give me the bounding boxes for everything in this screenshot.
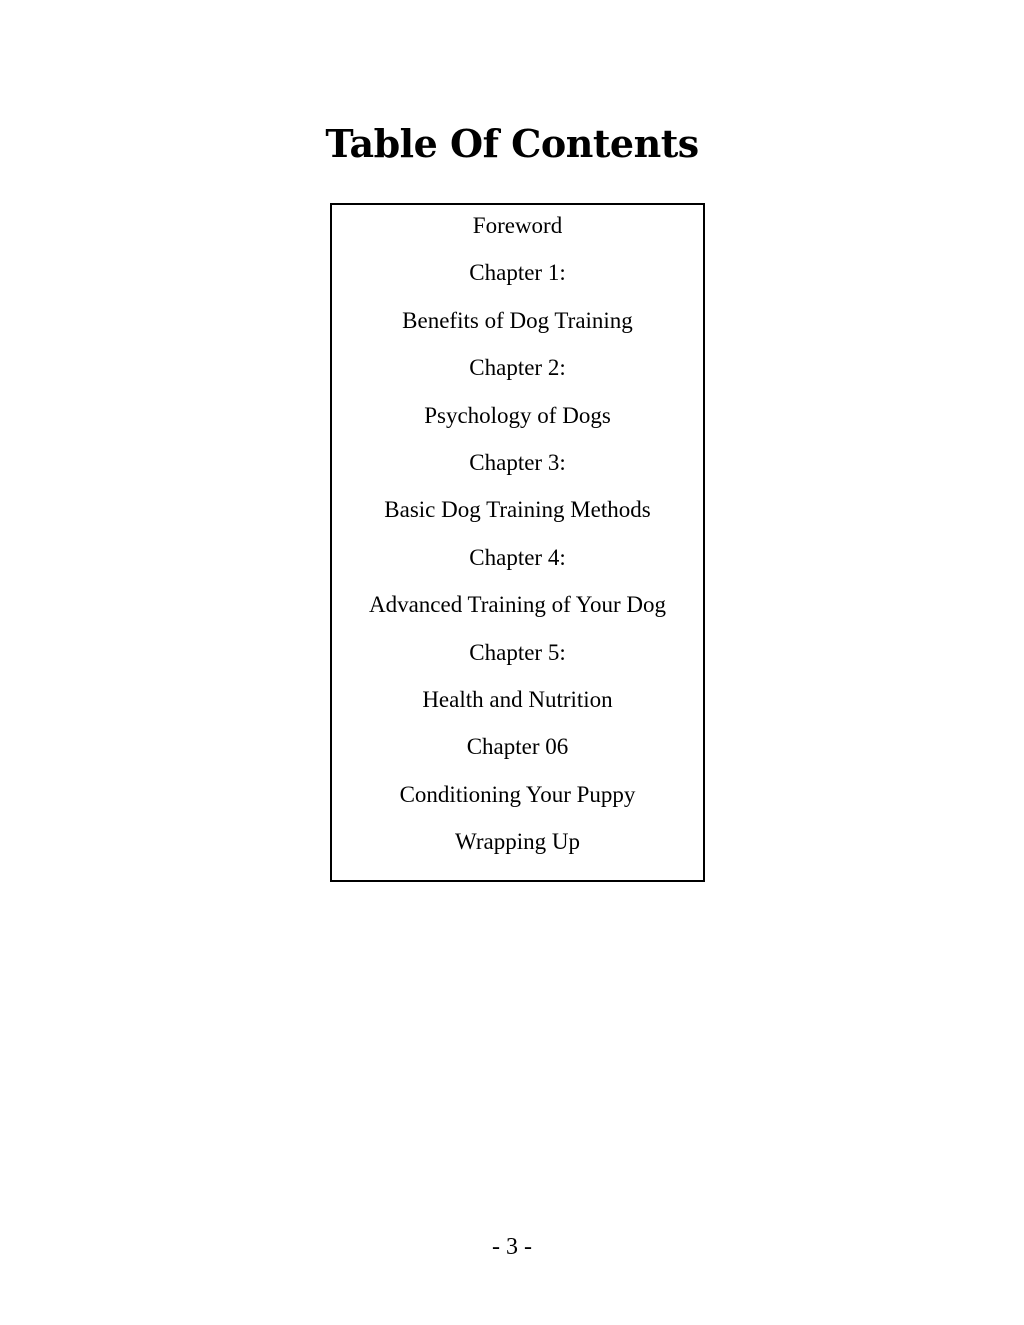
toc-item-chapter-2[interactable]: Chapter 2: xyxy=(469,355,566,381)
toc-item-chapter-06[interactable]: Chapter 06 xyxy=(466,734,569,760)
page-number: - 3 - xyxy=(492,1234,532,1260)
page-title: Table Of Contents xyxy=(325,121,699,166)
toc-item-health-and-nutrition[interactable]: Health and Nutrition xyxy=(422,686,613,712)
toc-item-conditioning-your-puppy[interactable]: Conditioning Your Puppy xyxy=(399,781,636,807)
toc-item-benefits-of-dog-training[interactable]: Benefits of Dog Training xyxy=(402,307,633,333)
toc-item-basic-dog-training-methods[interactable]: Basic Dog Training Methods xyxy=(384,497,651,523)
toc-item-chapter-5[interactable]: Chapter 5: xyxy=(469,639,566,665)
toc-item-chapter-3[interactable]: Chapter 3: xyxy=(469,449,566,475)
toc-item-foreword[interactable]: Foreword xyxy=(472,213,563,238)
toc-item-chapter-1[interactable]: Chapter 1: xyxy=(469,260,566,286)
table-of-contents-box xyxy=(330,203,705,882)
toc-list xyxy=(332,212,703,875)
toc-item-advanced-training[interactable]: Advanced Training of Your Dog xyxy=(368,592,667,618)
toc-item-chapter-4[interactable]: Chapter 4: xyxy=(469,544,566,570)
toc-item-psychology-of-dogs[interactable]: Psychology of Dogs xyxy=(424,402,611,428)
toc-item-wrapping-up[interactable]: Wrapping Up xyxy=(455,829,580,855)
